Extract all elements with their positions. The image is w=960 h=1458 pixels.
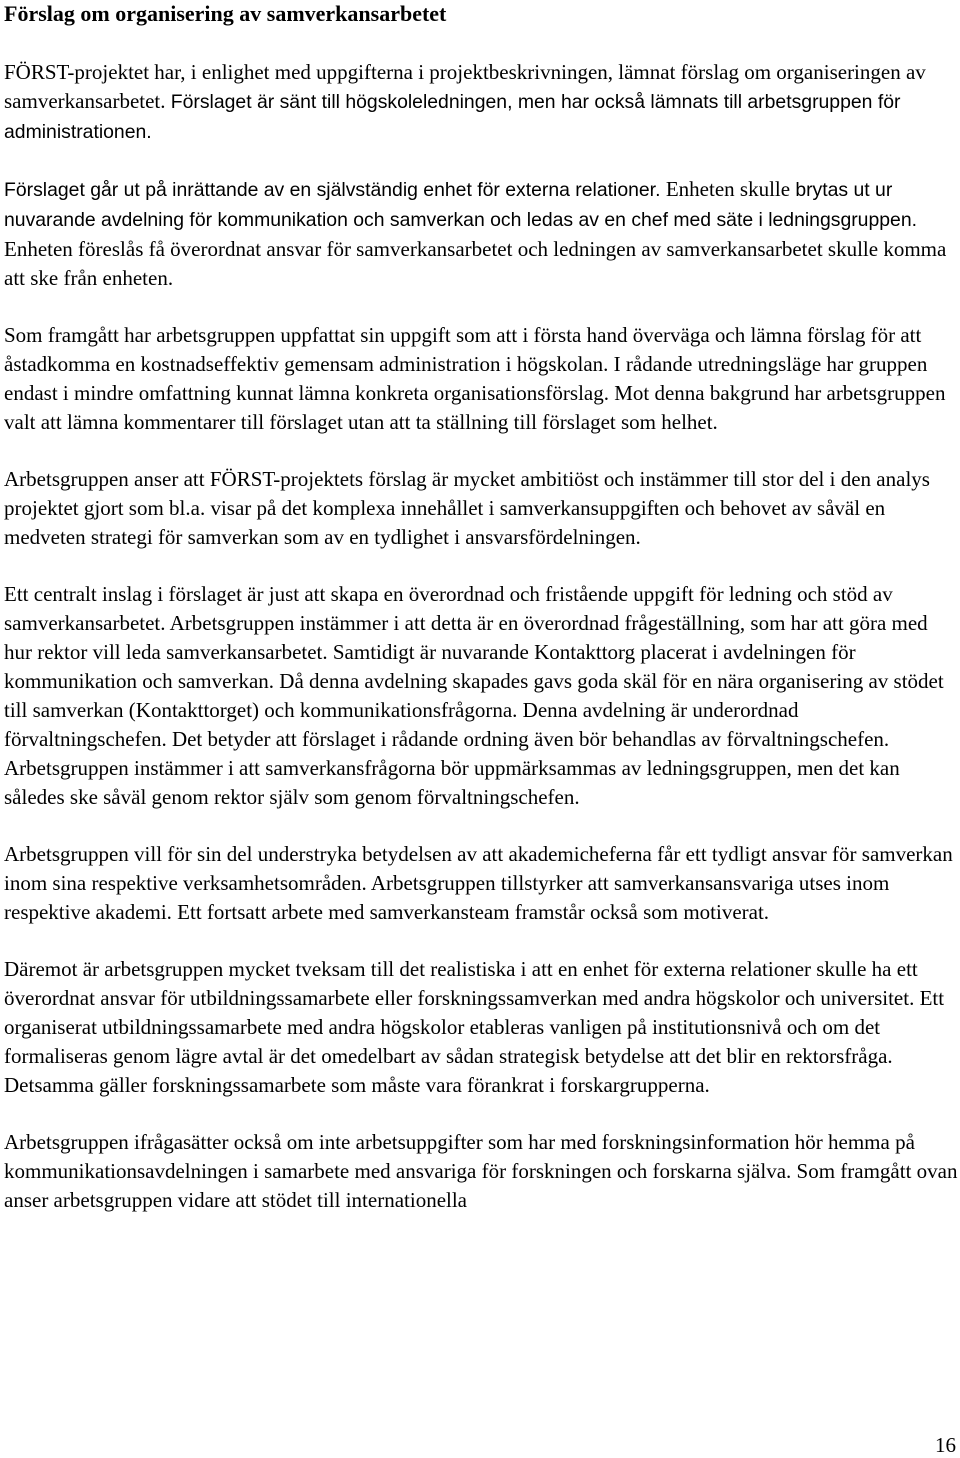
paragraph-3-segment-1: Som framgått har arbetsgruppen uppfattat sin uppgift som att i första hand överväga och lämna förslag för att åstadkomma en kostnadseffektiv gemensam administration i högskolan. I rådande utredningsläge har gruppen endast i mindre omfattning kunnat lämna konkreta organisationsförslag. Mot denna bakgrund har arbetsgruppen valt att lämna kommentarer till förslaget utan att ta ställning till förslaget som helhet. (4, 323, 946, 434)
paragraph-4 (4, 465, 960, 552)
paragraph-8 (4, 1128, 960, 1215)
paragraph-2 (4, 175, 960, 293)
paragraph-6 (4, 840, 960, 927)
paragraph-2-segment-3: brytas ut ur nuvarande avdelning för kommunikation och samverkan och ledas av en chef med säte i ledningsgruppen. (4, 179, 917, 231)
page-title: Förslag om organisering av samverkansarbetet (4, 1, 447, 26)
paragraph-1 (4, 58, 960, 147)
document-page (4, 0, 960, 1243)
paragraph-3 (4, 321, 960, 437)
paragraph-5 (4, 580, 960, 812)
paragraph-8-segment-1: Arbetsgruppen ifrågasätter också om inte arbetsuppgifter som har med forskningsinformation hör hemma på kommunikationsavdelningen i samarbete med ansvariga för forskningen och forskarna själva. Som framgått ovan anser arbetsgruppen vidare att stödet till internationella (4, 1130, 958, 1212)
paragraph-1-segment-1: FÖRST-projektet har, i enlighet med uppgifterna i projektbeskrivningen, lämnat förslag om organiseringen av samverkansarbetet. (4, 60, 926, 113)
page-number: 16 (935, 1433, 956, 1457)
paragraph-6-segment-1: Arbetsgruppen vill för sin del understryka betydelsen av att akademicheferna får ett tydligt ansvar för samverkan inom sina respektive verksamhetsområden. Arbetsgruppen tillstyrker att samverkansansvariga utses inom respektive akademi. Ett fortsatt arbete med samverkansteam framstår också som motiverat. (4, 842, 953, 924)
paragraph-1-segment-2: Förslaget är sänt till högskoleledningen, men har också lämnats till arbetsgruppen för administrationen. (4, 91, 901, 143)
paragraph-2-segment-2: Enheten skulle (665, 177, 796, 201)
paragraph-4-segment-1: Arbetsgruppen anser att FÖRST-projektets förslag är mycket ambitiöst och instämmer till stor del i den analys projektet gjort som bl.a. visar på det komplexa innehållet i samverkansuppgiften och behovet av såväl en medveten strategi för samverkan som av en tydlighet i ansvarsfördelningen. (4, 467, 930, 549)
paragraph-2-segment-1: Förslaget går ut på inrättande av en självständig enhet för externa relationer. (4, 179, 666, 201)
document-body (4, 58, 960, 1215)
paragraph-5-segment-1: Ett centralt inslag i förslaget är just att skapa en överordnad och fristående uppgift för ledning och stöd av samverkansarbetet. Arbetsgruppen instämmer i att detta är en överordnad frågeställning, som har att göra med hur rektor vill leda samverkansarbetet. Samtidigt är nuvarande Kontakttorg placerat i avdelningen för kommunikation och samverkan. Då denna avdelning skapades gavs goda skäl för en nära organisering av stödet till samverkan (Kontakttorget) och kommunikationsfrågorna. Denna avdelning är underordnad förvaltningschefen. Det betyder att förslaget i rådande ordning även bör behandlas av förvaltningschefen. Arbetsgruppen instämmer i att samverkansfrågorna bör uppmärksammas av ledningsgruppen, men det kan således ske såväl genom rektor själv som genom förvaltningschefen. (4, 582, 944, 809)
paragraph-7-segment-1: Däremot är arbetsgruppen mycket tveksam till det realistiska i att en enhet för externa relationer skulle ha ett överordnat ansvar för utbildningssamarbete eller forskningssamverkan med andra högskolor och universitet. Ett organiserat utbildningssamarbete med andra högskolor etableras vanligen på institutionsnivå och om det formaliseras genom lägre avtal är det omedelbart av sådan strategisk betydelse att det blir en rektorsfråga. Detsamma gäller forskningssamarbete som måste vara förankrat i forskargrupperna. (4, 957, 945, 1097)
paragraph-2-segment-4: Enheten föreslås få överordnat ansvar för samverkansarbetet och ledningen av samverkansarbetet skulle komma att ske från enheten. (4, 237, 947, 290)
paragraph-7 (4, 955, 960, 1100)
